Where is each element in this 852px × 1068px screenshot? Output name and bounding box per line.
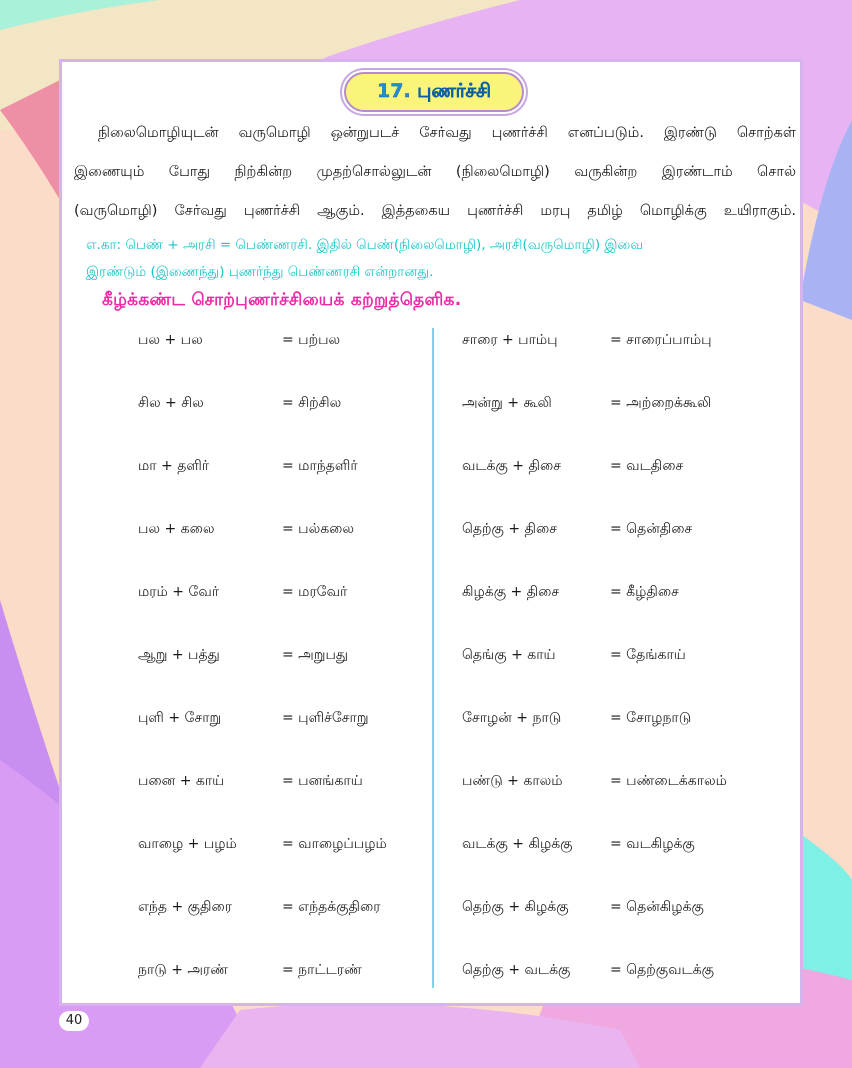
word-pair-source: பல + கலை — [138, 521, 215, 537]
word-pair-source: சில + சில — [138, 395, 204, 411]
intro-line: இணையும் போது நிற்கின்ற முதற்சொல்லுடன் (நிலைமொழி) வருகின்ற இரண்டாம் சொல் — [74, 164, 796, 180]
word-pair-source: தெற்கு + திசை — [462, 521, 558, 537]
word-pair-source: அன்று + கூலி — [462, 395, 552, 411]
intro-line: (வருமொழி) சேர்வது புணர்ச்சி ஆகும். இத்தகைய புணர்ச்சி மரபு தமிழ் மொழிக்கு உயிராகும். — [74, 203, 796, 219]
word-pair-result: = எந்தக்குதிரை — [282, 899, 381, 915]
word-pair-source: தெற்கு + வடக்கு — [462, 962, 571, 978]
word-pair-result: = பற்பல — [282, 332, 341, 348]
intro-line: நிலைமொழியுடன் வருமொழி ஒன்றுபடச் சேர்வது புணர்ச்சி எனப்படும். இரண்டு சொற்கள் — [98, 125, 796, 141]
word-pair-source: சாரை + பாம்பு — [462, 332, 558, 348]
word-pair-source: நாடு + அரண் — [138, 962, 229, 978]
word-pair-result: = வடகிழக்கு — [610, 836, 695, 852]
word-pair-result: = கீழ்திசை — [610, 584, 679, 600]
word-pair-source: சோழன் + நாடு — [462, 710, 562, 726]
word-pair-result: = தெற்குவடக்கு — [610, 962, 714, 978]
word-pair-result: = தென்கிழக்கு — [610, 899, 704, 915]
word-pair-result: = பண்டைக்காலம் — [610, 773, 727, 789]
intro-paragraph — [74, 114, 796, 231]
word-pair-result: = அறுபது — [282, 647, 349, 663]
word-pair-source: ஆறு + பத்து — [138, 647, 220, 663]
word-pair-source: பண்டு + காலம் — [462, 773, 563, 789]
word-pair-source: பல + பல — [138, 332, 203, 348]
exercise-heading: கீழ்க்கண்ட சொற்புணர்ச்சியைக் கற்றுத்தெளிக. — [102, 290, 462, 310]
word-pair-source: தெற்கு + கிழக்கு — [462, 899, 569, 915]
title-badge — [344, 72, 524, 112]
word-pair-source: புளி + சோறு — [138, 710, 222, 726]
word-pair-result: = சிற்சில — [282, 395, 342, 411]
word-pair-result: = அற்றைக்கூலி — [610, 395, 712, 411]
word-pair-result: = வடதிசை — [610, 458, 684, 474]
page-title: 17. புணர்ச்சி — [377, 79, 491, 102]
word-pair-result: = பல்கலை — [282, 521, 355, 537]
word-pair-source: கிழக்கு + திசை — [462, 584, 560, 600]
word-pair-source: வடக்கு + திசை — [462, 458, 561, 474]
word-pair-source: எந்த + குதிரை — [138, 899, 232, 915]
page-number: 40 — [59, 1011, 89, 1031]
example-block — [86, 232, 786, 286]
word-pair-result: = புளிச்சோறு — [282, 710, 369, 726]
lesson-card — [59, 59, 803, 1006]
word-pair-source: வடக்கு + கிழக்கு — [462, 836, 573, 852]
word-pair-result: = நாட்டரண் — [282, 962, 362, 978]
word-pair-result: = பனங்காய் — [282, 773, 363, 789]
word-pair-result: = மரவேர் — [282, 584, 348, 600]
word-pair-result: = மாந்தளிர் — [282, 458, 358, 474]
word-pair-result: = சோழநாடு — [610, 710, 692, 726]
example-line: இரண்டும் (இணைந்து) புணர்ந்து பெண்ணரசி என்றானது. — [86, 264, 434, 280]
word-pair-result: = தென்திசை — [610, 521, 693, 537]
word-pair-source: வாழை + பழம் — [138, 836, 237, 852]
word-pair-result: = சாரைப்பாம்பு — [610, 332, 712, 348]
word-pair-source: பனை + காய் — [138, 773, 225, 789]
column-divider — [432, 328, 434, 988]
example-line: எ.கா: பெண் + அரசி = பெண்ணரசி. இதில் பெண்(நிலைமொழி), அரசி(வருமொழி) இவை — [86, 237, 644, 253]
word-pair-source: மரம் + வேர் — [138, 584, 220, 600]
word-pair-result: = வாழைப்பழம் — [282, 836, 387, 852]
word-pair-source: மா + தளிர் — [138, 458, 210, 474]
word-pair-source: தெங்கு + காய் — [462, 647, 556, 663]
word-pair-result: = தேங்காய் — [610, 647, 686, 663]
